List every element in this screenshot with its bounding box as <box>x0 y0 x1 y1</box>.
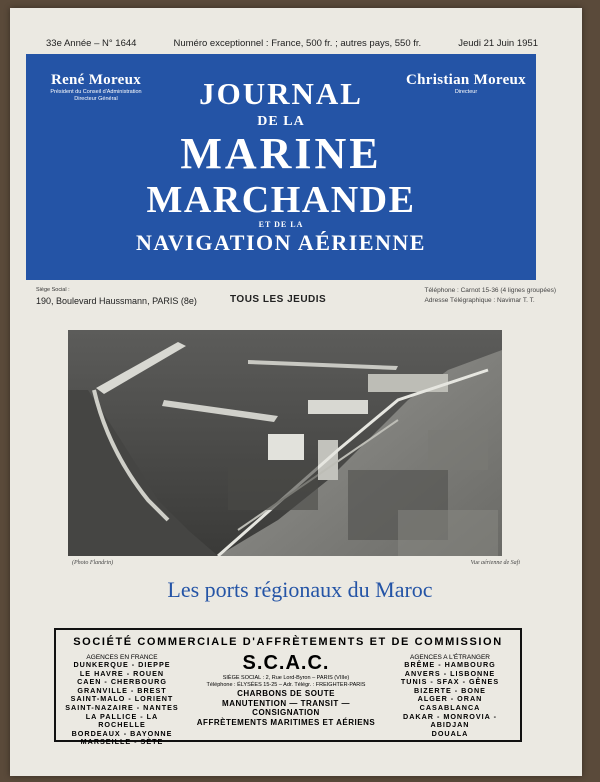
company-phone: Téléphone : ÉLYSÉES 15-25 – Adr. Télégr. : FREIGHTER-PARIS <box>206 682 366 688</box>
photo-credit: (Photo Flandrin) <box>72 560 114 566</box>
publication-frequency: TOUS LES JEUDIS <box>230 294 327 305</box>
masthead <box>26 54 536 280</box>
issue-price: Numéro exceptionnel : France, 500 fr. ; autres pays, 550 fr. <box>173 38 422 49</box>
list-item: TUNIS - SFAX - GÊNES <box>400 677 500 687</box>
director-name: Christian Moreux <box>406 72 526 88</box>
issue-number: 33e Année – N° 1644 <box>46 38 137 49</box>
list-item: DUNKERQUE - DIEPPE <box>73 660 171 669</box>
services-line-1: MANUTENTION — TRANSIT — CONSIGNATION <box>222 698 350 717</box>
list-item: LE HAVRE - ROUEN <box>79 668 165 678</box>
photo-caption-small: Vue aérienne de Safi <box>470 560 520 566</box>
contact-info <box>424 286 556 306</box>
director-general-name: René Moreux <box>50 72 142 88</box>
ad-company-block <box>196 652 376 727</box>
issue-date: Jeudi 21 Juin 1951 <box>458 38 538 49</box>
cover-headline: Les ports régionaux du Maroc <box>167 577 433 602</box>
title-et-de-la: ET DE LA <box>258 220 304 229</box>
ad-title: SOCIÉTÉ COMMERCIALE D'AFFRÈTEMENTS ET DE COMMISSION <box>73 636 503 648</box>
title-navigation: NAVIGATION AÉRIENNE <box>136 230 426 255</box>
list-item: DAKAR - MONROVIA - ABIDJAN <box>403 711 497 730</box>
title-marine: MARINE <box>180 129 382 178</box>
list-item: SAINT-MALO - LORIENT <box>70 694 174 704</box>
agencies-abroad-title: AGENCES A L'ÉTRANGER <box>410 654 490 661</box>
coal-service: CHARBONS DE SOUTE <box>237 689 335 698</box>
title-journal: JOURNAL <box>199 76 363 111</box>
list-item: BIZERTE - BONE <box>414 685 486 695</box>
list-item: LA PALLICE - LA ROCHELLE <box>85 711 159 730</box>
director-general-role: Président du Conseil d'Administration <box>50 89 142 95</box>
agencies-abroad <box>386 654 514 738</box>
list-item: CAEN - CHERBOURG <box>77 677 167 687</box>
director-general-title: Directeur Général <box>74 96 118 102</box>
list-item: GRANVILLE - BREST <box>77 685 167 695</box>
list-item: SAINT-NAZAIRE - NANTES <box>65 702 179 712</box>
list-item: BORDEAUX - BAYONNE <box>71 728 173 738</box>
contact-telegraph: Adresse Télégraphique : Navimar T. T. <box>424 297 535 304</box>
siege-address: 190, Boulevard Haussmann, PARIS (8e) <box>36 296 197 306</box>
contact-phone: Téléphone : Carnot 15-36 (4 lignes groupées) <box>424 287 556 294</box>
director-role: Directeur <box>454 89 478 95</box>
company-name: S.C.A.C. <box>242 652 330 674</box>
issue-line <box>46 38 538 49</box>
list-item: ALGER - ORAN <box>417 694 483 704</box>
aerial-photo-image <box>68 330 502 556</box>
aerial-photo <box>68 330 502 556</box>
list-item: CASABLANCA <box>419 702 481 712</box>
scac-advertisement <box>54 628 522 747</box>
siege-label: Siège Social : <box>36 287 70 293</box>
company-address: SIÈGE SOCIAL : 2, Rue Lord-Byron – PARIS (VIIIe) <box>222 675 350 681</box>
agencies-france-title: AGENCES EN FRANCE <box>86 654 158 661</box>
list-item: DOUALA <box>431 728 469 738</box>
services-line-2: AFFRÈTEMENTS MARITIMES ET AÉRIENS <box>196 717 376 727</box>
list-item: MARSEILLE - SÈTE <box>80 737 164 747</box>
list-item: ANVERS - LISBONNE <box>404 668 496 678</box>
agencies-france <box>62 654 182 747</box>
list-item: BRÊME - HAMBOURG <box>404 660 496 669</box>
title-de-la: DE LA <box>257 114 305 129</box>
title-marchande: MARCHANDE <box>146 179 416 221</box>
